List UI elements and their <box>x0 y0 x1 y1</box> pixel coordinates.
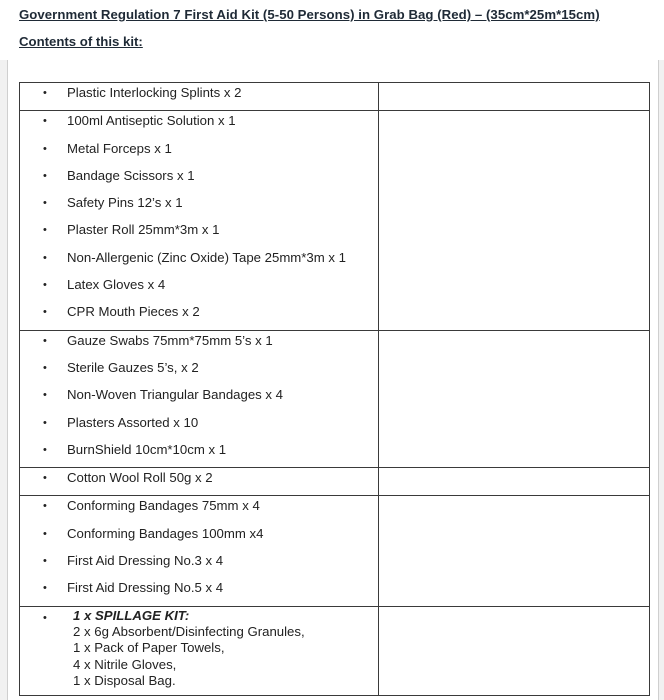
blank-cell <box>379 468 650 496</box>
bullet-icon: • <box>43 224 47 237</box>
kit-item-label: Plastic Interlocking Splints x 2 <box>67 85 242 100</box>
kit-item-label: BurnShield 10cm*10cm x 1 <box>67 441 227 457</box>
spillage-kit-contents <box>73 624 305 690</box>
kit-item-label: Cotton Wool Roll 50g x 2 <box>67 470 213 486</box>
kit-item-label: Plasters Assorted x 10 <box>67 414 199 430</box>
kit-item-label: Non-Allergenic (Zinc Oxide) Tape 25mm*3m x 1 <box>67 249 346 265</box>
spillage-kit-line: 1 x Pack of Paper Towels, <box>73 640 225 656</box>
kit-item <box>20 275 378 302</box>
bullet-icon: • <box>43 555 47 568</box>
kit-items-cell <box>20 496 379 606</box>
kit-contents-table <box>19 82 650 696</box>
kit-item-label: 100ml Antiseptic Solution x 1 <box>67 113 236 129</box>
bullet-icon: • <box>43 334 47 347</box>
kit-items-cell <box>20 330 379 467</box>
kit-group-row <box>20 83 650 111</box>
bullet-icon: • <box>43 87 47 99</box>
kit-item-label: CPR Mouth Pieces x 2 <box>67 304 200 320</box>
blank-cell <box>379 83 650 111</box>
blank-cell <box>379 111 650 330</box>
bullet-icon: • <box>43 416 47 429</box>
bullet-icon: • <box>43 500 47 513</box>
bullet-icon: • <box>43 251 47 264</box>
bullet-icon: • <box>43 142 47 155</box>
kit-item-label: First Aid Dressing No.3 x 4 <box>67 553 224 569</box>
kit-item <box>20 111 378 138</box>
kit-item-label: Sterile Gauzes 5’s, x 2 <box>67 359 199 375</box>
kit-item-label: First Aid Dressing No.5 x 4 <box>67 580 224 596</box>
bullet-icon: • <box>43 279 47 292</box>
blank-cell <box>379 496 650 606</box>
kit-item <box>20 83 378 110</box>
kit-item <box>20 302 378 329</box>
kit-item <box>20 496 378 523</box>
document-page <box>7 60 659 700</box>
kit-item-label: Conforming Bandages 75mm x 4 <box>67 498 260 514</box>
kit-item-label: Conforming Bandages 100mm x4 <box>67 525 264 541</box>
spillage-kit-line: 4 x Nitrile Gloves, <box>73 656 177 672</box>
kit-item <box>20 139 378 166</box>
kit-items-cell <box>20 83 379 111</box>
kit-item <box>20 331 378 358</box>
kit-group-row <box>20 330 650 467</box>
kit-item <box>20 468 378 495</box>
kit-item-label: Bandage Scissors x 1 <box>67 167 195 183</box>
kit-item <box>20 220 378 247</box>
document-title: Government Regulation 7 First Aid Kit (5-50 Persons) in Grab Bag (Red) – (35cm*25m*15cm) <box>19 7 600 22</box>
kit-group-row <box>20 496 650 606</box>
bullet-icon: • <box>43 361 47 374</box>
spillage-kit-title: 1 x SPILLAGE KIT: <box>73 607 190 623</box>
kit-item-label: Plaster Roll 25mm*3m x 1 <box>67 222 220 238</box>
blank-cell <box>379 330 650 467</box>
kit-item-label: Non-Woven Triangular Bandages x 4 <box>67 387 284 403</box>
bullet-icon: • <box>43 611 47 624</box>
bullet-icon: • <box>43 306 47 319</box>
kit-item <box>20 193 378 220</box>
kit-items-cell <box>20 111 379 330</box>
bullet-icon: • <box>43 197 47 210</box>
kit-item-label: Safety Pins 12’s x 1 <box>67 195 183 211</box>
spillage-kit-line: 1 x Disposal Bag. <box>73 673 176 689</box>
kit-items-cell <box>20 468 379 496</box>
kit-item-label: Gauze Swabs 75mm*75mm 5’s x 1 <box>67 332 273 348</box>
spillage-kit-line: 2 x 6g Absorbent/Disinfecting Granules, <box>73 623 305 639</box>
kit-item-label: Metal Forceps x 1 <box>67 140 172 156</box>
kit-item <box>20 166 378 193</box>
kit-item <box>20 358 378 385</box>
spillage-kit-cell <box>20 606 379 695</box>
kit-item-label: Latex Gloves x 4 <box>67 277 166 293</box>
bullet-icon: • <box>43 443 47 456</box>
kit-item <box>20 551 378 578</box>
header <box>0 0 664 60</box>
kit-item <box>20 524 378 551</box>
bullet-icon: • <box>43 582 47 595</box>
bullet-icon: • <box>43 527 47 540</box>
blank-cell <box>379 606 650 695</box>
kit-item <box>20 248 378 275</box>
kit-group-row <box>20 468 650 496</box>
bullet-icon: • <box>43 169 47 182</box>
contents-heading: Contents of this kit: <box>19 34 143 49</box>
kit-item <box>20 440 378 467</box>
kit-item <box>20 413 378 440</box>
spillage-kit-row <box>20 606 650 695</box>
kit-group-row <box>20 111 650 330</box>
kit-item <box>20 578 378 605</box>
bullet-icon: • <box>43 472 47 485</box>
kit-item <box>20 385 378 412</box>
bullet-icon: • <box>43 389 47 402</box>
bullet-icon: • <box>43 115 47 128</box>
